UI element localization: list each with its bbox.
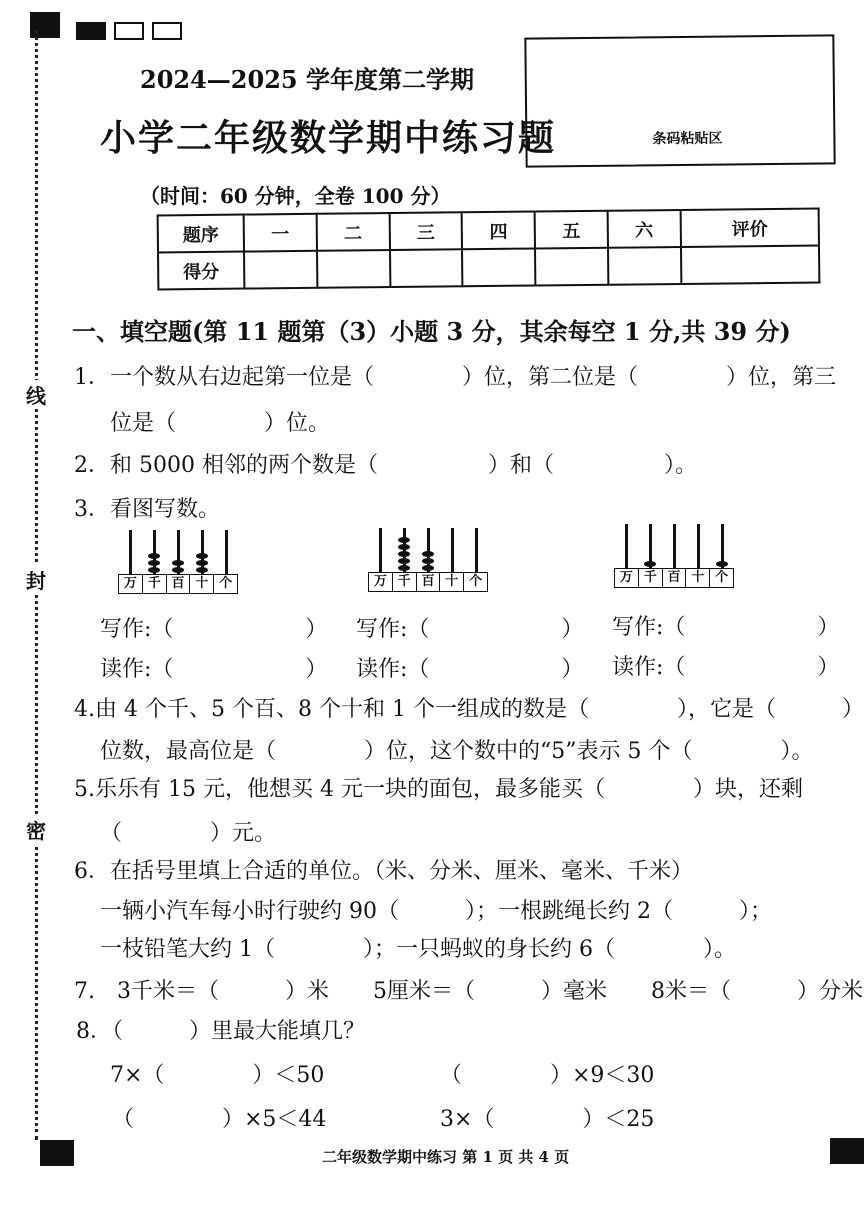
q4-line1: 4.由 4 个千、5 个百、8 个十和 1 个一组成的数是（ ），它是（ ） [74,697,864,722]
q3-write-2: 写作:（ ） [356,617,584,642]
score-table-head-order: 题序 [158,215,244,253]
q2-line: 2．和 5000 相邻的两个数是（ ）和（ ）。 [74,453,697,478]
q1-line2: 位是（ ）位。 [110,411,331,436]
score-table-row-score [158,246,819,290]
q6-line3: 一枝铅笔大约 1（ ）；一只蚂蚁的身长约 6（ ）。 [100,937,736,962]
q3-write-3: 写作:（ ） [612,615,840,640]
q3-read-3: 读作:（ ） [612,655,840,680]
score-col-4: 四 [462,212,535,250]
q3-read-1: 读作:（ ） [100,657,328,682]
score-col-1: 一 [244,214,317,252]
score-table-head-score: 得分 [158,252,244,290]
abacus-bead [196,567,208,573]
binding-char-feng: 封 [25,565,47,594]
abacus-bead [196,553,208,559]
abacus-place-label: 万 [119,575,143,593]
score-col-eval: 评价 [680,209,819,247]
q6-line2: 一辆小汽车每小时行驶约 90（ ）；一根跳绳长约 2（ ）； [100,899,772,924]
q8-item-c: （ ）×5＜44 [112,1107,327,1132]
abacus-rod [379,528,382,572]
abacus-place-label: 百 [663,569,687,587]
q8-item-a: 7×（ ）＜50 [110,1063,325,1088]
abacus-bead [398,544,410,550]
abacus-place-label: 千 [639,569,663,587]
abacus-rod [673,524,676,568]
score-cell[interactable] [462,249,535,287]
abacus-rod [129,530,132,574]
abacus-place-row [118,574,238,594]
q8-item-b: （ ）×9＜30 [440,1063,655,1088]
q8-line: 8．（ ）里最大能填几？ [76,1019,365,1044]
score-cell[interactable] [317,250,390,288]
abacus-rod [697,524,700,568]
abacus-place-label: 个 [715,570,729,585]
abacus-rod [475,528,478,572]
abacus-place-label: 十 [190,575,214,593]
abacus-bead [148,560,160,566]
abacus-bead [148,567,160,573]
q3-read-2: 读作:（ ） [356,657,584,682]
corner-square-bl [40,1140,74,1166]
score-cell[interactable] [681,246,820,284]
q4-line2: 位数，最高位是（ ）位，这个数中的“5”表示 5 个（ ）。 [100,739,814,764]
abacus-bead [398,558,410,564]
barcode-label: 条码粘贴区 [652,130,723,148]
q8-item-d: 3×（ ）＜25 [440,1107,655,1132]
page-footer: 二年级数学期中练习 第 1 页 共 4 页 [322,1148,570,1166]
abacus-place-label: 万 [615,569,639,587]
abacus-place-label: 万 [369,573,393,591]
corner-square-br [830,1138,864,1164]
section-heading: 一、填空题(第 11 题第（3）小题 3 分，其余每空 1 分,共 39 分) [72,317,791,346]
score-cell[interactable] [535,248,608,286]
abacus-rod [625,524,628,568]
corner-square-2 [76,22,106,40]
abacus-place-label: 十 [440,573,464,591]
abacus-place-label: 千 [143,575,167,593]
abacus-bead [148,553,160,559]
binding-char-mi: 密 [25,815,47,844]
q7-line: 7. 3千米＝（ ）米 5厘米＝（ ）毫米 8米＝（ ）分米 [74,979,863,1004]
score-cell[interactable] [608,247,681,285]
abacus-place-label: 个 [469,574,483,589]
score-col-2: 二 [316,213,389,251]
abacus-place-label: 十 [686,569,710,587]
abacus-bead [196,560,208,566]
score-cell[interactable] [390,249,463,287]
abacus-bead [422,558,434,564]
abacus-rod [451,528,454,572]
abacus-rod [225,530,228,574]
abacus-bead [398,537,410,543]
corner-square-3 [114,22,144,40]
score-table [157,208,821,291]
corner-square-4 [152,22,182,40]
page-title: 小学二年级数学期中练习题 [100,117,557,159]
abacus-bead [422,565,434,571]
abacus-bead [172,567,184,573]
barcode-area [524,34,835,167]
q5-line2: （ ）元。 [100,821,277,846]
abacus-bead [716,561,728,567]
q6-line1: 6．在括号里填上合适的单位。（米、分米、厘米、毫米、千米） [74,859,693,884]
abacus-bead [644,561,656,567]
abacus-place-row [368,572,488,592]
score-col-6: 六 [608,210,681,248]
q1-line1: 1．一个数从右边起第一位是（ ）位，第二位是（ ）位，第三 [74,365,836,390]
abacus-bead [398,565,410,571]
semester-line: 2024—2025 学年度第二学期 [140,65,474,94]
binding-char-xian: 线 [25,380,47,409]
abacus-place-label: 千 [393,573,417,591]
score-cell[interactable] [244,251,317,289]
q5-line1: 5.乐乐有 15 元，他想买 4 元一块的面包，最多能买（ ）块，还剩 [74,777,803,802]
score-col-3: 三 [389,212,462,250]
abacus-3 [614,524,734,588]
q3-line: 3．看图写数。 [74,497,220,522]
abacus-bead [398,551,410,557]
q3-write-1: 写作:（ ） [100,617,328,642]
abacus-2 [368,528,488,592]
abacus-place-label: 百 [417,573,441,591]
abacus-place-row [614,568,734,588]
abacus-bead [172,560,184,566]
time-note: （时间：60 分钟，全卷 100 分） [140,184,451,208]
abacus-bead [422,551,434,557]
abacus-1 [118,530,238,594]
abacus-place-label: 个 [219,576,233,591]
abacus-place-label: 百 [167,575,191,593]
score-col-5: 五 [535,211,608,249]
